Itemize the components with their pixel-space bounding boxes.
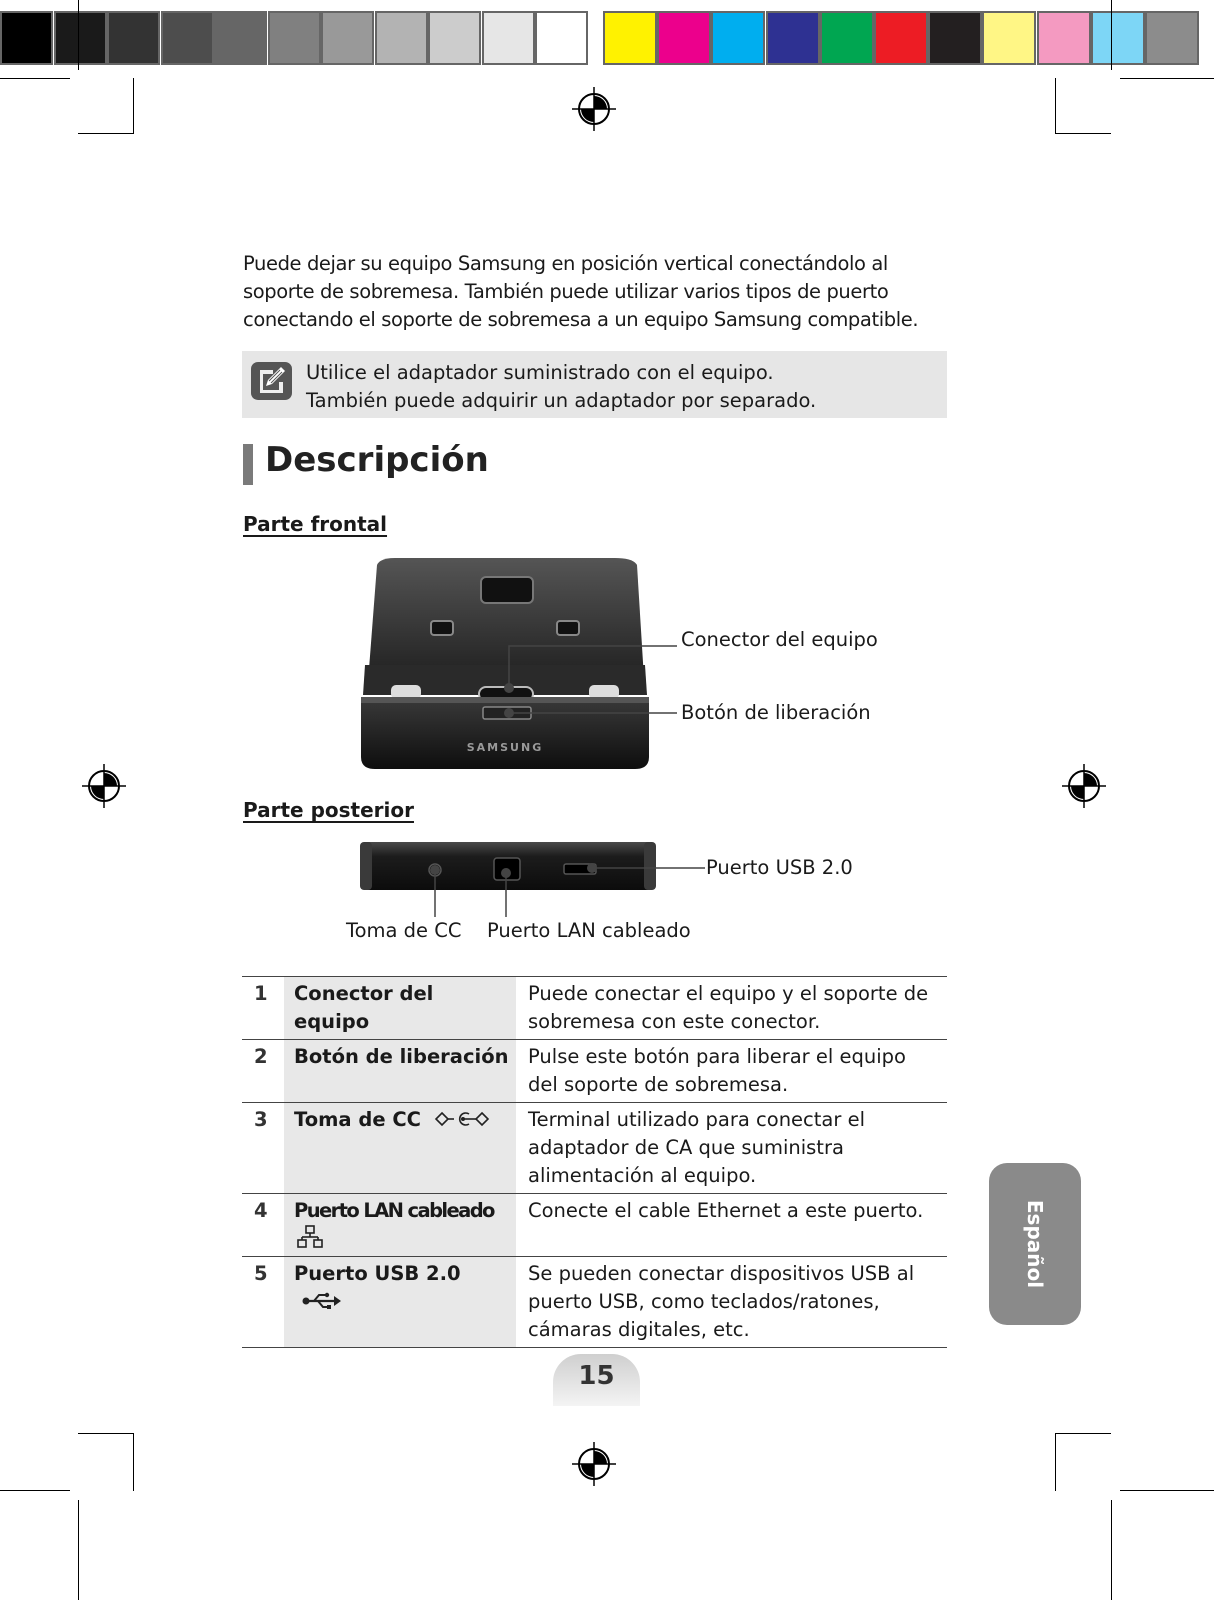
row-name: Puerto USB 2.0 [284,1257,516,1348]
row-description: Terminal utilizado para conectar el adaptador de CA que suministra alimentación al equipo. [528,1108,866,1187]
section-heading: Descripción [265,440,489,480]
color-swatch [982,11,1036,65]
front-callout-lines [495,630,685,730]
row-number: 2 [254,1045,268,1068]
table-row [242,1040,947,1103]
note-line-2: También puede adquirir un adaptador por separado. [306,389,817,412]
callout-usb-port: Puerto USB 2.0 [706,856,853,879]
dc-polarity-icon [434,1111,490,1127]
color-swatch [928,11,982,65]
row-description: Se pueden conectar dispositivos USB al puerto USB, como teclados/ratones, cámaras digitales, etc. [528,1262,915,1341]
row-number: 3 [254,1108,268,1131]
rear-subheading: Parte posterior [243,798,414,822]
row-number: 4 [254,1199,268,1222]
callout-release-button: Botón de liberación [681,701,871,724]
usb-icon [302,1292,342,1310]
color-swatch [711,11,765,65]
page-number: 15 [578,1361,615,1391]
color-swatch [657,11,711,65]
color-swatch [1145,11,1199,65]
color-swatch [874,11,928,65]
row-name: Botón de liberación [284,1040,516,1103]
front-subheading: Parte frontal [243,512,388,536]
color-swatch [1091,11,1145,65]
registration-mark-icon [82,764,126,808]
gray-swatch [107,11,160,65]
table-row [242,1103,947,1194]
heading-bar [243,444,253,485]
language-label: Español [1023,1199,1047,1289]
table-row [242,977,947,1040]
registration-mark-icon [1062,764,1106,808]
row-number: 5 [254,1262,268,1285]
gray-swatch [375,11,428,65]
gray-swatch [214,11,267,65]
gray-swatch [161,11,214,65]
row-description: Conecte el cable Ethernet a este puerto. [528,1199,924,1222]
color-swatch [820,11,874,65]
row-name: Puerto LAN cableado [284,1194,516,1257]
intro-paragraph: Puede dejar su equipo Samsung en posición vertical conectándolo al soporte de sobremesa. También puede utilizar varios tipos de puerto conectando el soporte de sobremesa a un equipo Samsung compatible. [243,252,919,331]
note-line-1: Utilice el adaptador suministrado con el equipo. [306,361,774,384]
color-swatch [766,11,820,65]
color-swatch [1037,11,1091,65]
row-name: Toma de CC [284,1103,516,1194]
rear-callout-lines [420,855,710,921]
color-swatch [603,11,657,65]
row-description: Pulse este botón para liberar el equipo del soporte de sobremesa. [528,1045,906,1096]
gray-swatch [268,11,321,65]
registration-mark-icon [572,1442,616,1486]
row-number: 1 [254,982,268,1005]
note-text [306,359,816,415]
row-description: Puede conectar el equipo y el soporte de sobremesa con este conector. [528,982,929,1033]
row-name: Conector del equipo [284,977,516,1040]
table-row [242,1194,947,1257]
callout-lan-port: Puerto LAN cableado [487,919,691,942]
gray-swatch [535,11,588,65]
parts-table [242,976,947,1348]
gray-swatch [321,11,374,65]
table-row [242,1257,947,1348]
network-icon [297,1225,323,1249]
gray-swatch [54,11,107,65]
dock-brand-label: SAMSUNG [466,741,544,754]
pencil-note-icon [251,362,292,400]
registration-mark-icon [572,87,616,131]
gray-swatch [482,11,535,65]
gray-swatch [428,11,481,65]
callout-connector: Conector del equipo [681,628,878,651]
gray-swatch [0,11,53,65]
callout-dc-jack: Toma de CC [346,919,462,942]
